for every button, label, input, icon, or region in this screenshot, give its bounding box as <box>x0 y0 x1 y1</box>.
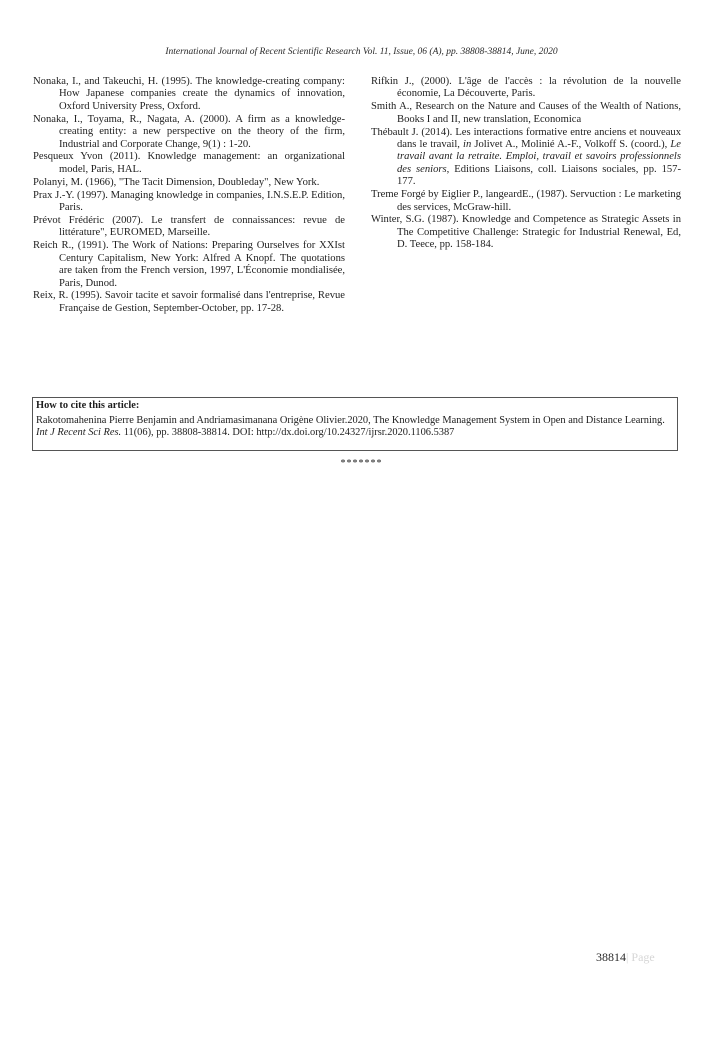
reference-entry: Nonaka, I., and Takeuchi, H. (1995). The knowledge-creating company: How Japanese companies create the dynamics of innovation, Oxford University Press, Oxford. <box>33 76 345 112</box>
references-left-column <box>33 76 345 316</box>
reference-entry: Treme Forgé by Eiglier P., langeardE., (1987). Servuction : Le marketing des services, McGraw-hill. <box>371 189 681 213</box>
reference-entry: Reich R., (1991). The Work of Nations: Preparing Ourselves for XXIst Century Capitalism, New York: Alfred A Knopf. The quotations are taken from the French version, 1997, L'Économie mondialisée, Paris, Dunod. <box>33 240 345 289</box>
reference-entry: Pesqueux Yvon (2011). Knowledge management: an organizational model, Paris, HAL. <box>33 151 345 175</box>
reference-entry: Reix, R. (1995). Savoir tacite et savoir formalisé dans l'entreprise, Revue Française de Gestion, September-October, pp. 17-28. <box>33 290 345 314</box>
page-number-value: 38814 <box>596 950 626 964</box>
reference-text: Editions Liaisons, coll. Liaisons sociales, pp. 157-177. <box>397 163 681 188</box>
journal-header: International Journal of Recent Scientific Research Vol. 11, Issue, 06 (A), pp. 38808-38814, June, 2020 <box>165 47 558 57</box>
reference-entry: Winter, S.G. (1987). Knowledge and Competence as Strategic Assets in The Competitive Challenge: Strategic for Industrial Renewal, Ed, D. Teece, pp. 158-184. <box>371 214 681 251</box>
citation-journal: Int J Recent Sci Res. <box>36 427 122 439</box>
citation-text <box>36 415 674 440</box>
page-number <box>596 950 655 965</box>
citation-title: How to cite this article: <box>36 400 140 411</box>
citation-authors: Rakotomahenina Pierre Benjamin and Andriamasimanana Origène Olivier.2020, The Knowledge Management System in Open and Distance Learning. <box>36 414 665 426</box>
reference-text: Jolivet A., Molinié A.-F., Volkoff S. (coord.), <box>471 139 671 151</box>
reference-entry: Polanyi, M. (1966), "The Tacit Dimension, Doubleday", New York. <box>33 176 320 188</box>
reference-entry: Smith A., Research on the Nature and Causes of the Wealth of Nations, Books I and II, new translation, Economica <box>371 101 681 125</box>
page-label: | Page <box>626 950 655 964</box>
reference-entry <box>371 127 681 189</box>
reference-entry: Nonaka, I., Toyama, R., Nagata, A. (2000). A firm as a knowledge-creating entity: a new perspective on the theory of the firm, Industrial and Corporate Change, 9(1) : 1-20. <box>33 113 345 150</box>
section-separator: ******* <box>340 458 383 469</box>
references-right-column <box>371 76 681 252</box>
reference-entry: Rifkin J., (2000). L'âge de l'accès : la révolution de la nouvelle économie, La Découverte, Paris. <box>371 76 681 100</box>
reference-italic: in <box>463 139 472 151</box>
reference-entry: Prax J.-Y. (1997). Managing knowledge in companies, I.N.S.E.P. Edition, Paris. <box>33 189 345 214</box>
reference-book-title: Le travail avant la retraite. Emploi, travail et savoirs professionnels des seniors, <box>397 139 681 175</box>
reference-text: Thébault J. (2014). Les interactions formative entre anciens et nouveaux dans le travail, <box>371 126 681 151</box>
citation-details: 11(06), pp. 38808-38814. DOI: http://dx.doi.org/10.24327/ijrsr.2020.1106.5387 <box>121 427 455 439</box>
citation-box <box>32 397 678 451</box>
reference-entry: Prévot Frédéric (2007). Le transfert de connaissances: revue de littérature", EUROMED, Marseille. <box>33 214 345 239</box>
